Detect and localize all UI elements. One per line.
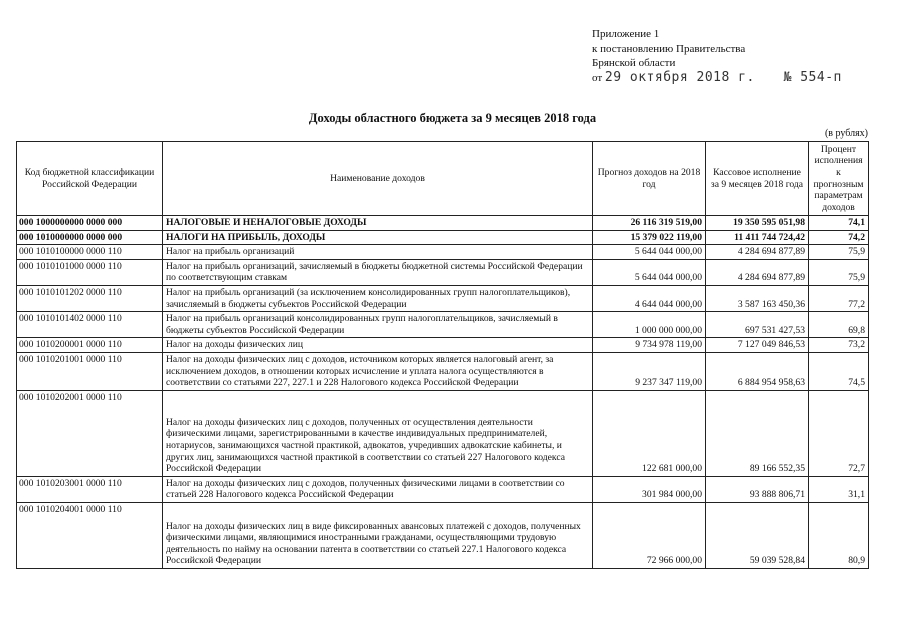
row-forecast: 26 116 319 519,00	[593, 216, 706, 231]
table-row	[17, 352, 869, 390]
row-forecast: 5 644 044 000,00	[593, 245, 706, 260]
row-percent: 72,7	[809, 390, 869, 476]
table-row	[17, 285, 869, 311]
row-code: 000 1010200001 0000 110	[17, 338, 163, 353]
row-actual: 697 531 427,53	[706, 312, 809, 338]
row-code: 000 1010203001 0000 110	[17, 476, 163, 502]
row-name: Налог на доходы физических лиц с доходов, источником которых является налоговый агент, за исключением доходов, в отношении которых исчисление и уплата налога осуществляются в соответствии со статьями 227, 227.1 и 228 Налогового кодекса Российской Федерации	[163, 352, 593, 390]
row-name: Налог на доходы физических лиц с доходов, полученных от осуществления деятельности физическими лицами, зарегистрированными в качестве индивидуальных предпринимателей, нотариусов, занимающихся частной практикой, адвокатов, учредивших адвокатские кабинеты, и других лиц, занимающихся частной практикой в соответствии со статьей 227 Налогового кодекса Российской Федерации	[163, 390, 593, 476]
row-actual: 3 587 163 450,36	[706, 285, 809, 311]
row-code: 000 1010202001 0000 110	[17, 390, 163, 476]
row-percent: 73,2	[809, 338, 869, 353]
row-actual: 11 411 744 724,42	[706, 230, 809, 245]
row-forecast: 122 681 000,00	[593, 390, 706, 476]
column-header-forecast: Прогноз доходов на 2018 год	[593, 142, 706, 216]
row-forecast: 4 644 044 000,00	[593, 285, 706, 311]
decree-number: № 554-п	[783, 69, 842, 85]
row-name: НАЛОГОВЫЕ И НЕНАЛОГОВЫЕ ДОХОДЫ	[163, 216, 593, 231]
row-code: 000 1010101202 0000 110	[17, 285, 163, 311]
row-forecast: 301 984 000,00	[593, 476, 706, 502]
row-code: 000 1010100000 0000 110	[17, 245, 163, 260]
row-forecast: 15 379 022 119,00	[593, 230, 706, 245]
row-percent: 74,1	[809, 216, 869, 231]
decree-date: 29 октября 2018 г.	[604, 69, 755, 85]
row-code: 000 1010101402 0000 110	[17, 312, 163, 338]
table-row	[17, 216, 869, 231]
row-actual: 4 284 694 877,89	[706, 245, 809, 260]
row-actual: 59 039 528,84	[706, 502, 809, 568]
table-row	[17, 502, 869, 568]
row-actual: 6 884 954 958,63	[706, 352, 809, 390]
row-actual: 89 166 552,35	[706, 390, 809, 476]
column-header-name: Наименование доходов	[163, 142, 593, 216]
row-percent: 75,9	[809, 245, 869, 260]
row-code: 000 1010101000 0000 110	[17, 259, 163, 285]
table-row	[17, 245, 869, 260]
row-code: 000 1010201001 0000 110	[17, 352, 163, 390]
appendix-date-line	[592, 71, 842, 86]
appendix-region: Брянской области	[592, 57, 676, 69]
table-header-row	[17, 142, 869, 216]
row-percent: 74,2	[809, 230, 869, 245]
row-code: 000 1010204001 0000 110	[17, 502, 163, 568]
row-name: Налог на доходы физических лиц	[163, 338, 593, 353]
row-forecast: 1 000 000 000,00	[593, 312, 706, 338]
table-row	[17, 390, 869, 476]
appendix-block	[592, 27, 842, 85]
date-prefix: от	[592, 71, 603, 84]
document-title: Доходы областного бюджета за 9 месяцев 2018 года	[308, 111, 597, 125]
row-name: Налог на прибыль организаций	[163, 245, 593, 260]
table-row	[17, 312, 869, 338]
row-name: Налог на доходы физических лиц с доходов, полученных физическими лицами в соответствии со статьей 228 Налогового кодекса Российской Федерации	[163, 476, 593, 502]
row-name: НАЛОГИ НА ПРИБЫЛЬ, ДОХОДЫ	[163, 230, 593, 245]
row-actual: 19 350 595 051,98	[706, 216, 809, 231]
units-note: (в рублях)	[824, 128, 868, 139]
row-forecast: 5 644 044 000,00	[593, 259, 706, 285]
row-forecast: 9 734 978 119,00	[593, 338, 706, 353]
row-code: 000 1000000000 0000 000	[17, 216, 163, 231]
appendix-decree: к постановлению Правительства	[592, 42, 746, 55]
row-percent: 69,8	[809, 312, 869, 338]
row-percent: 75,9	[809, 259, 869, 285]
table-row	[17, 259, 869, 285]
row-name: Налог на прибыль организаций, зачисляемый в бюджеты бюджетной системы Российской Федерации по соответствующим ставкам	[163, 259, 593, 285]
row-name: Налог на прибыль организаций (за исключением консолидированных групп налогоплательщиков), зачисляемый в бюджеты субъектов Российской Федерации	[163, 285, 593, 311]
table-row	[17, 476, 869, 502]
row-percent: 77,2	[809, 285, 869, 311]
revenue-table	[16, 141, 869, 569]
appendix-title: Приложение 1	[592, 28, 660, 40]
column-header-code: Код бюджетной классификации Российской Федерации	[17, 142, 163, 216]
row-name: Налог на доходы физических лиц в виде фиксированных авансовых платежей с доходов, полученных физическими лицами, являющимися иностранными гражданами, осуществляющими трудовую деятельность по найму на основании патента в соответствии со статьей 227.1 Налогового кодекса Российской Федерации	[163, 502, 593, 568]
table-row	[17, 230, 869, 245]
row-percent: 31,1	[809, 476, 869, 502]
row-actual: 93 888 806,71	[706, 476, 809, 502]
row-percent: 80,9	[809, 502, 869, 568]
table-row	[17, 338, 869, 353]
column-header-actual: Кассовое исполнение за 9 месяцев 2018 года	[706, 142, 809, 216]
row-actual: 7 127 049 846,53	[706, 338, 809, 353]
column-header-percent: Процент исполнения к прогнозным параметрам доходов	[809, 142, 869, 216]
row-name: Налог на прибыль организаций консолидированных групп налогоплательщиков, зачисляемый в бюджеты субъектов Российской Федерации	[163, 312, 593, 338]
row-code: 000 1010000000 0000 000	[17, 230, 163, 245]
row-percent: 74,5	[809, 352, 869, 390]
row-actual: 4 284 694 877,89	[706, 259, 809, 285]
row-forecast: 72 966 000,00	[593, 502, 706, 568]
row-forecast: 9 237 347 119,00	[593, 352, 706, 390]
